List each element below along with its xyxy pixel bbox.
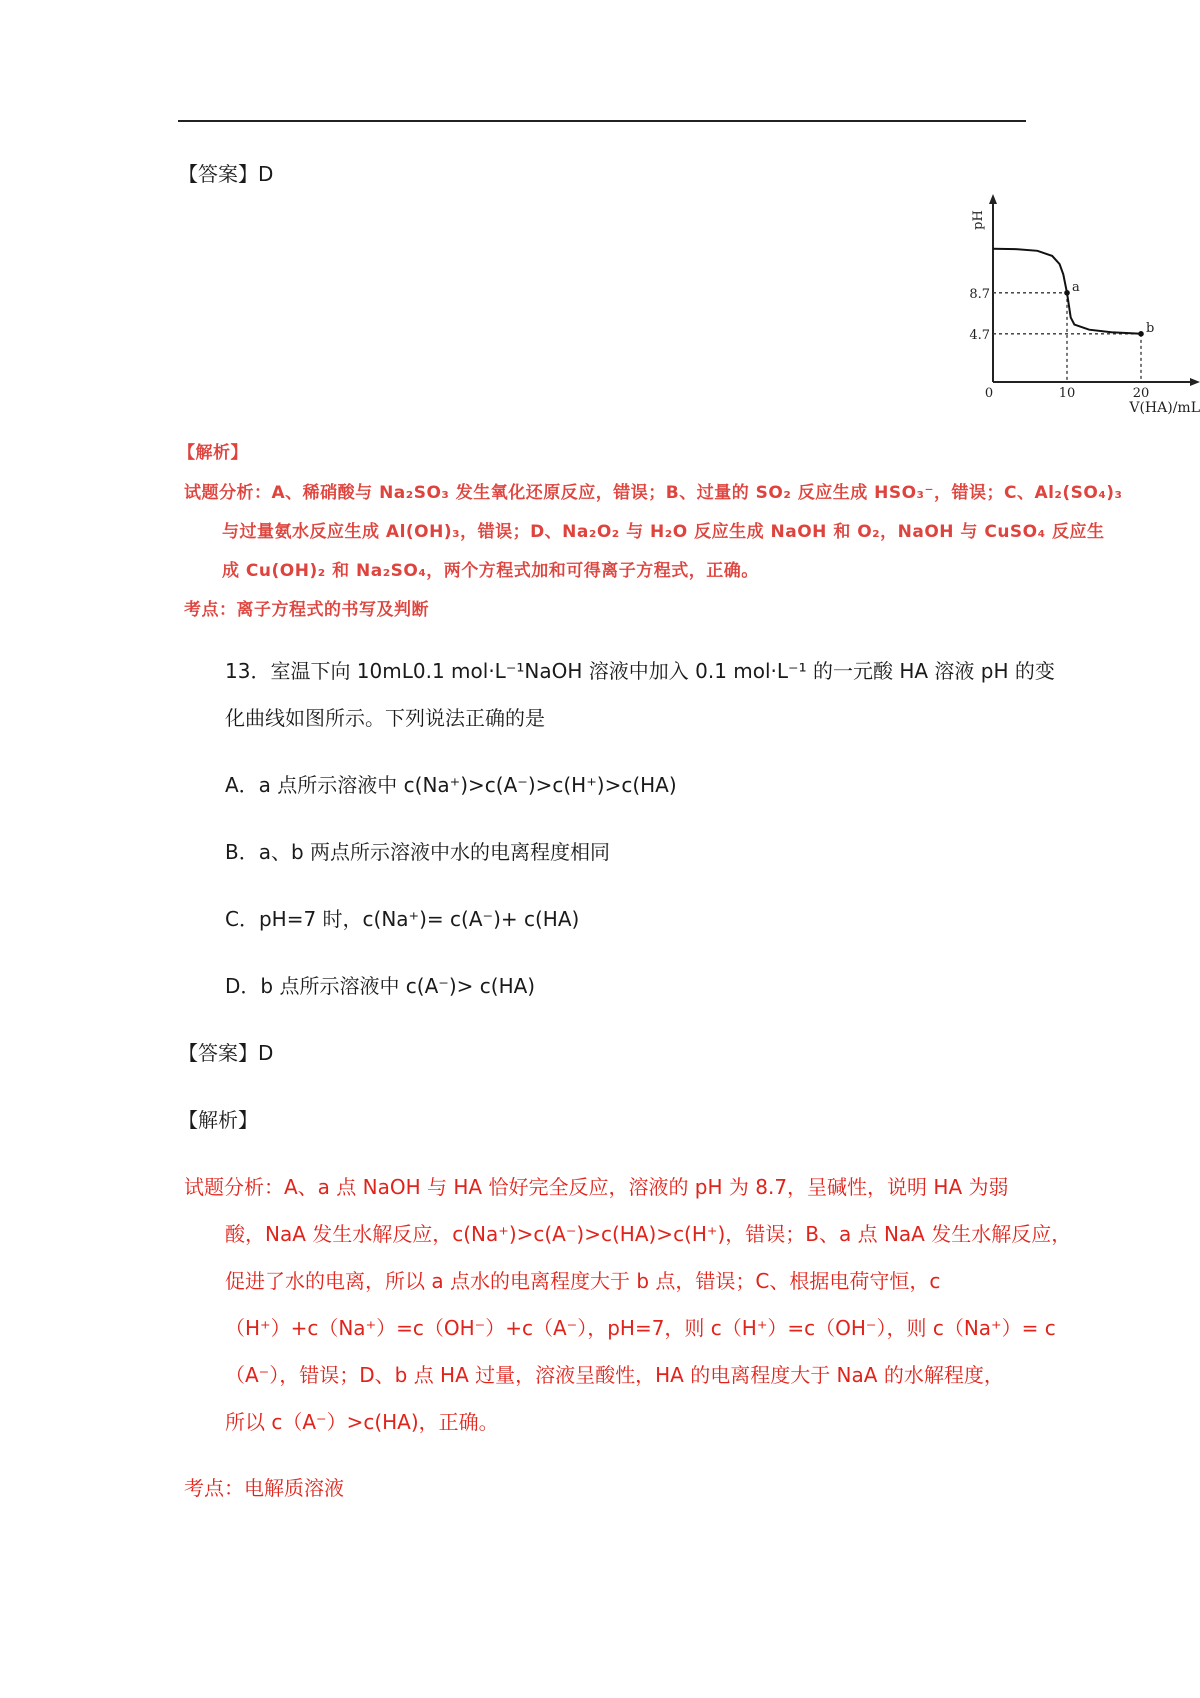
analysis-heading-1: 【解析】 [178, 443, 248, 463]
kaodian-2: 考点：电解质溶液 [184, 1476, 344, 1500]
point-a [1064, 290, 1070, 296]
point-label-a: a [1072, 279, 1080, 295]
option-b: B．a、b 两点所示溶液中水的电离程度相同 [225, 840, 611, 864]
x-tick-label: 10 [1058, 386, 1076, 401]
x-tick-label: 0 [984, 386, 994, 401]
y-tick-label: 4.7 [969, 327, 990, 343]
analysis-line-2-2: 酸，NaA 发生水解反应，c(Na⁺)>c(A⁻)>c(HA)>c(H⁺)，错误；B、a 点 NaA 发生水解反应， [225, 1222, 1072, 1246]
analysis-line-2-4: （H⁺）+c（Na⁺）=c（OH⁻）+c（A⁻），pH=7，则 c（H⁺）=c（OH⁻），则 c（Na⁺）= c [225, 1316, 1056, 1340]
option-c: C．pH=7 时，c(Na⁺)= c(A⁻)+ c(HA) [225, 907, 580, 931]
chart-plot-area [969, 194, 1200, 416]
x-axis-arrow [1190, 378, 1200, 386]
x-axis-label: V(HA)/mL [1129, 400, 1200, 416]
ph-titration-chart [960, 190, 1200, 430]
y-tick-label: 8.7 [969, 286, 990, 302]
analysis-line-2-5: （A⁻），错误；D、b 点 HA 过量，溶液呈酸性，HA 的电离程度大于 NaA 的水解程度， [225, 1363, 1004, 1387]
analysis-line-1-2: 与过量氨水反应生成 Al(OH)₃，错误；D、Na₂O₂ 与 H₂O 反应生成 NaOH 和 O₂，NaOH 与 CuSO₄ 反应生 [222, 522, 1105, 542]
question-line-1: 13．室温下向 10mL0.1 mol·L⁻¹NaOH 溶液中加入 0.1 mol·L⁻¹ 的一元酸 HA 溶液 pH 的变 [225, 659, 1055, 683]
analysis-line-2-3: 促进了水的电离，所以 a 点水的电离程度大于 b 点，错误；C、根据电荷守恒，c [225, 1269, 941, 1293]
analysis-line-1-3: 成 Cu(OH)₂ 和 Na₂SO₄，两个方程式加和可得离子方程式，正确。 [222, 561, 759, 581]
answer-label-2: 【答案】D [178, 1041, 274, 1065]
option-d: D．b 点所示溶液中 c(A⁻)> c(HA) [225, 974, 536, 998]
y-axis-arrow [989, 194, 997, 204]
header-rule [178, 120, 1026, 122]
question-line-2: 化曲线如图所示。下列说法正确的是 [225, 706, 545, 730]
kaodian-1: 考点：离子方程式的书写及判断 [184, 600, 429, 620]
analysis-line-1-1: 试题分析：A、稀硝酸与 Na₂SO₃ 发生氧化还原反应，错误；B、过量的 SO₂ 反应生成 HSO₃⁻，错误；C、Al₂(SO₄)₃ [184, 483, 1123, 503]
y-axis-label: pH [971, 210, 986, 230]
analysis-heading-2: 【解析】 [178, 1108, 258, 1132]
analysis-line-2-6: 所以 c（A⁻）>c(HA)，正确。 [225, 1410, 499, 1434]
answer-label-1: 【答案】D [178, 162, 274, 186]
analysis-line-2-1: 试题分析：A、a 点 NaOH 与 HA 恰好完全反应，溶液的 pH 为 8.7，呈碱性，说明 HA 为弱 [184, 1175, 1009, 1199]
x-tick-label: 20 [1132, 386, 1150, 401]
point-b [1138, 331, 1144, 337]
point-label-b: b [1146, 320, 1155, 336]
option-a: A．a 点所示溶液中 c(Na⁺)>c(A⁻)>c(H⁺)>c(HA) [225, 773, 677, 797]
